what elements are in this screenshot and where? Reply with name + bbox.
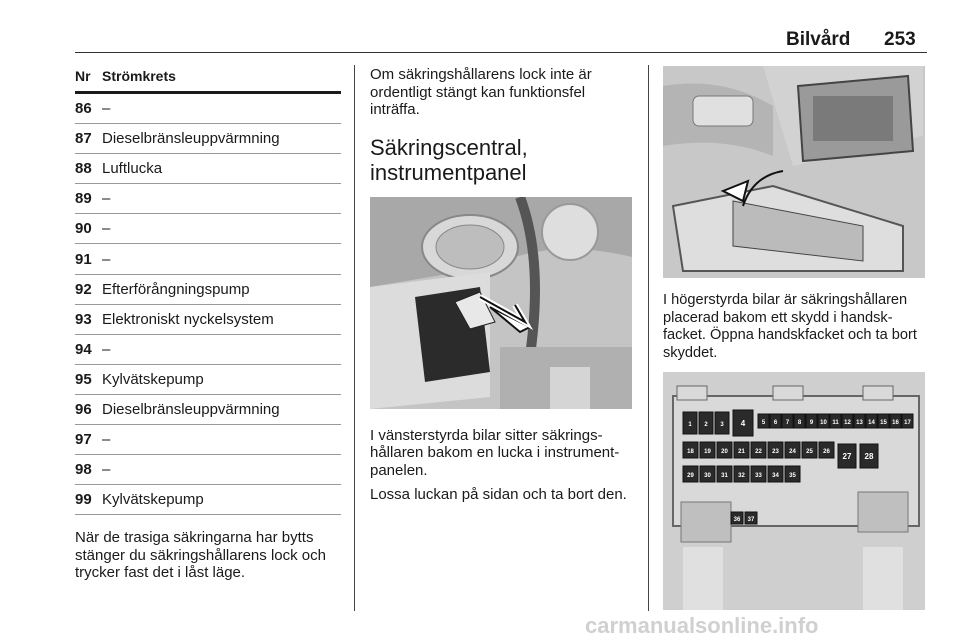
fuse-number: 89	[75, 190, 92, 208]
glovebox-illustration	[663, 66, 925, 278]
section-heading	[370, 135, 636, 185]
table-row	[75, 455, 341, 484]
circuit-name: –	[102, 340, 111, 358]
fuse-label: 26	[823, 449, 830, 455]
circuit-name: Dieselbränsleuppvärmning	[102, 400, 280, 418]
fuse-slot	[785, 442, 800, 458]
fuse-slot	[819, 442, 834, 458]
fuse-label: 3	[720, 422, 724, 428]
fuse-slot	[770, 414, 781, 428]
fuse-number: 90	[75, 220, 92, 238]
circuit-name: Kylvätskepump	[102, 491, 204, 509]
fuse-slot	[700, 442, 715, 458]
fuse-label: 5	[761, 420, 766, 426]
fuse-slot	[785, 466, 800, 482]
fuse-label: 23	[772, 449, 779, 455]
fuse-label: 37	[747, 517, 755, 523]
table-row	[75, 94, 341, 123]
circuit-name: –	[102, 431, 111, 449]
remove-cover-paragraph: Lossa luckan på sidan och ta bort den.	[370, 486, 627, 503]
fuse-label: 22	[755, 449, 762, 455]
fuse-slot	[806, 414, 817, 428]
table-row	[75, 244, 341, 273]
fuse-slot	[683, 466, 698, 482]
fuse-slot	[699, 412, 713, 434]
fuse-label: 6	[773, 420, 778, 426]
fuse-slot	[717, 466, 732, 482]
table-header	[75, 65, 341, 87]
fuse-label: 17	[904, 420, 911, 426]
fuse-label: 13	[856, 420, 863, 426]
table-row	[75, 425, 341, 454]
fuse-label: 16	[892, 420, 899, 426]
fuse-label: 18	[687, 449, 694, 455]
fuse-label: 27	[842, 452, 852, 461]
circuit-name: –	[102, 461, 111, 479]
fuse-number: 94	[75, 340, 92, 358]
fuse-slot	[768, 466, 783, 482]
fuse-label: 30	[704, 473, 711, 479]
fuse-slot	[842, 414, 853, 428]
fuse-label: 24	[789, 449, 796, 455]
fuse-label: 35	[789, 473, 796, 479]
fuse-slot	[860, 444, 878, 468]
intro-paragraph: Om säkringshållarens lock inte är ordentligt stängt kan funktionsfel inträffa.	[370, 66, 592, 118]
table-row	[75, 335, 341, 364]
fuse-slot	[751, 466, 766, 482]
rhd-paragraph: I högerstyrda bilar är säkringshållaren placerad bakom ett skydd i handskfacket. Öppna handskfacket och ta bort skyddet.	[663, 292, 917, 361]
fuse-slot	[745, 512, 757, 524]
fuse-label: 19	[704, 449, 711, 455]
fuse-slot	[683, 442, 698, 458]
fuse-table	[75, 65, 341, 582]
fuse-label: 8	[797, 420, 802, 426]
fuse-slot	[830, 414, 841, 428]
fuse-label: 33	[755, 473, 762, 479]
fuse-label: 10	[820, 420, 827, 426]
fuse-label: 7	[785, 420, 790, 426]
fuse-slot	[782, 414, 793, 428]
fuse-slot	[733, 410, 753, 436]
column-divider	[648, 65, 649, 611]
column-2	[370, 66, 636, 504]
watermark: carmanualsonline.info	[585, 613, 819, 638]
page-number: 253	[884, 29, 916, 50]
fuse-slot	[866, 414, 877, 428]
fuse-slot	[700, 466, 715, 482]
fuse-slot	[758, 414, 769, 428]
fuse-label: 29	[687, 473, 694, 479]
fuse-number: 91	[75, 250, 92, 268]
fuse-slot	[751, 442, 766, 458]
fuse-label: 25	[806, 449, 813, 455]
fuse-slot	[768, 442, 783, 458]
fuse-number: 99	[75, 491, 92, 509]
circuit-name: –	[102, 220, 111, 238]
fuse-label: 2	[704, 422, 708, 428]
table-row	[75, 365, 341, 394]
fuse-label: 32	[738, 473, 745, 479]
fuse-label: 14	[868, 420, 875, 426]
fuse-number: 97	[75, 431, 92, 449]
circuit-name: –	[102, 190, 111, 208]
fuse-slot	[731, 512, 743, 524]
header-circuit: Strömkrets	[102, 68, 176, 84]
fuse-label: 31	[721, 473, 728, 479]
fuse-label: 15	[880, 420, 887, 426]
table-row	[75, 184, 341, 213]
fuse-slot	[890, 414, 901, 428]
fuse-slot	[715, 412, 729, 434]
column-3	[663, 66, 927, 610]
fuse-slot	[802, 442, 817, 458]
fuse-label: 20	[721, 449, 728, 455]
table-row	[75, 275, 341, 304]
fuse-slot	[734, 442, 749, 458]
fuse-number: 95	[75, 370, 92, 388]
fuse-label: 34	[772, 473, 779, 479]
circuit-name: Dieselbränsleuppvärmning	[102, 130, 280, 148]
circuit-name: Efterförångningspump	[102, 280, 250, 298]
heading-line-1: Säkringscentral,	[370, 134, 528, 160]
circuit-name: Elektroniskt nyckelsystem	[102, 310, 274, 328]
fuse-label: 12	[844, 420, 851, 426]
circuit-name: –	[102, 100, 111, 118]
fuse-label: 9	[809, 420, 814, 426]
dashboard-left-illustration	[370, 197, 632, 409]
row-rule	[75, 514, 341, 515]
fuse-slot	[794, 414, 805, 428]
heading-line-2: instrumentpanel	[370, 159, 527, 185]
header-nr: Nr	[75, 68, 91, 84]
header-title: Bilvård	[786, 29, 851, 50]
table-row	[75, 485, 341, 514]
fuse-number: 86	[75, 100, 92, 118]
fuse-slot	[734, 466, 749, 482]
fuse-slot	[854, 414, 865, 428]
fuse-number: 93	[75, 310, 92, 328]
fuse-label: 1	[688, 422, 692, 428]
table-row	[75, 124, 341, 153]
fuse-label: 36	[733, 517, 741, 523]
header-rule	[75, 52, 927, 53]
fuse-label: 28	[864, 452, 874, 461]
fuse-number: 96	[75, 400, 92, 418]
table-row	[75, 154, 341, 183]
fuse-number: 98	[75, 461, 92, 479]
fuse-number: 88	[75, 160, 92, 178]
fuse-box-diagram	[663, 372, 925, 610]
table-body	[75, 94, 341, 515]
fuse-number: 92	[75, 280, 92, 298]
fuse-slot	[818, 414, 829, 428]
fuse-label: 21	[738, 449, 745, 455]
lhd-paragraph: I vänsterstyrda bilar sitter säkringshållaren bakom en lucka i instrumentpanelen.	[370, 426, 620, 479]
fuse-slot	[717, 442, 732, 458]
circuit-name: Luftlucka	[102, 160, 163, 178]
closing-paragraph: När de trasiga säkringarna har bytts stänger du säkringshållarens lock och trycker fast det i låst läge.	[75, 529, 326, 582]
table-row	[75, 214, 341, 243]
circuit-name: Kylvätskepump	[102, 370, 204, 388]
fuse-slot	[878, 414, 889, 428]
fuse-label: 11	[832, 420, 839, 426]
circuit-name: –	[102, 250, 111, 268]
column-divider	[354, 65, 355, 611]
fuse-number: 87	[75, 130, 92, 148]
fuse-label: 4	[740, 419, 746, 428]
fuse-slot	[838, 444, 856, 468]
fuse-slot	[902, 414, 913, 428]
fuse-slot	[683, 412, 697, 434]
table-row	[75, 395, 341, 424]
table-row	[75, 305, 341, 334]
